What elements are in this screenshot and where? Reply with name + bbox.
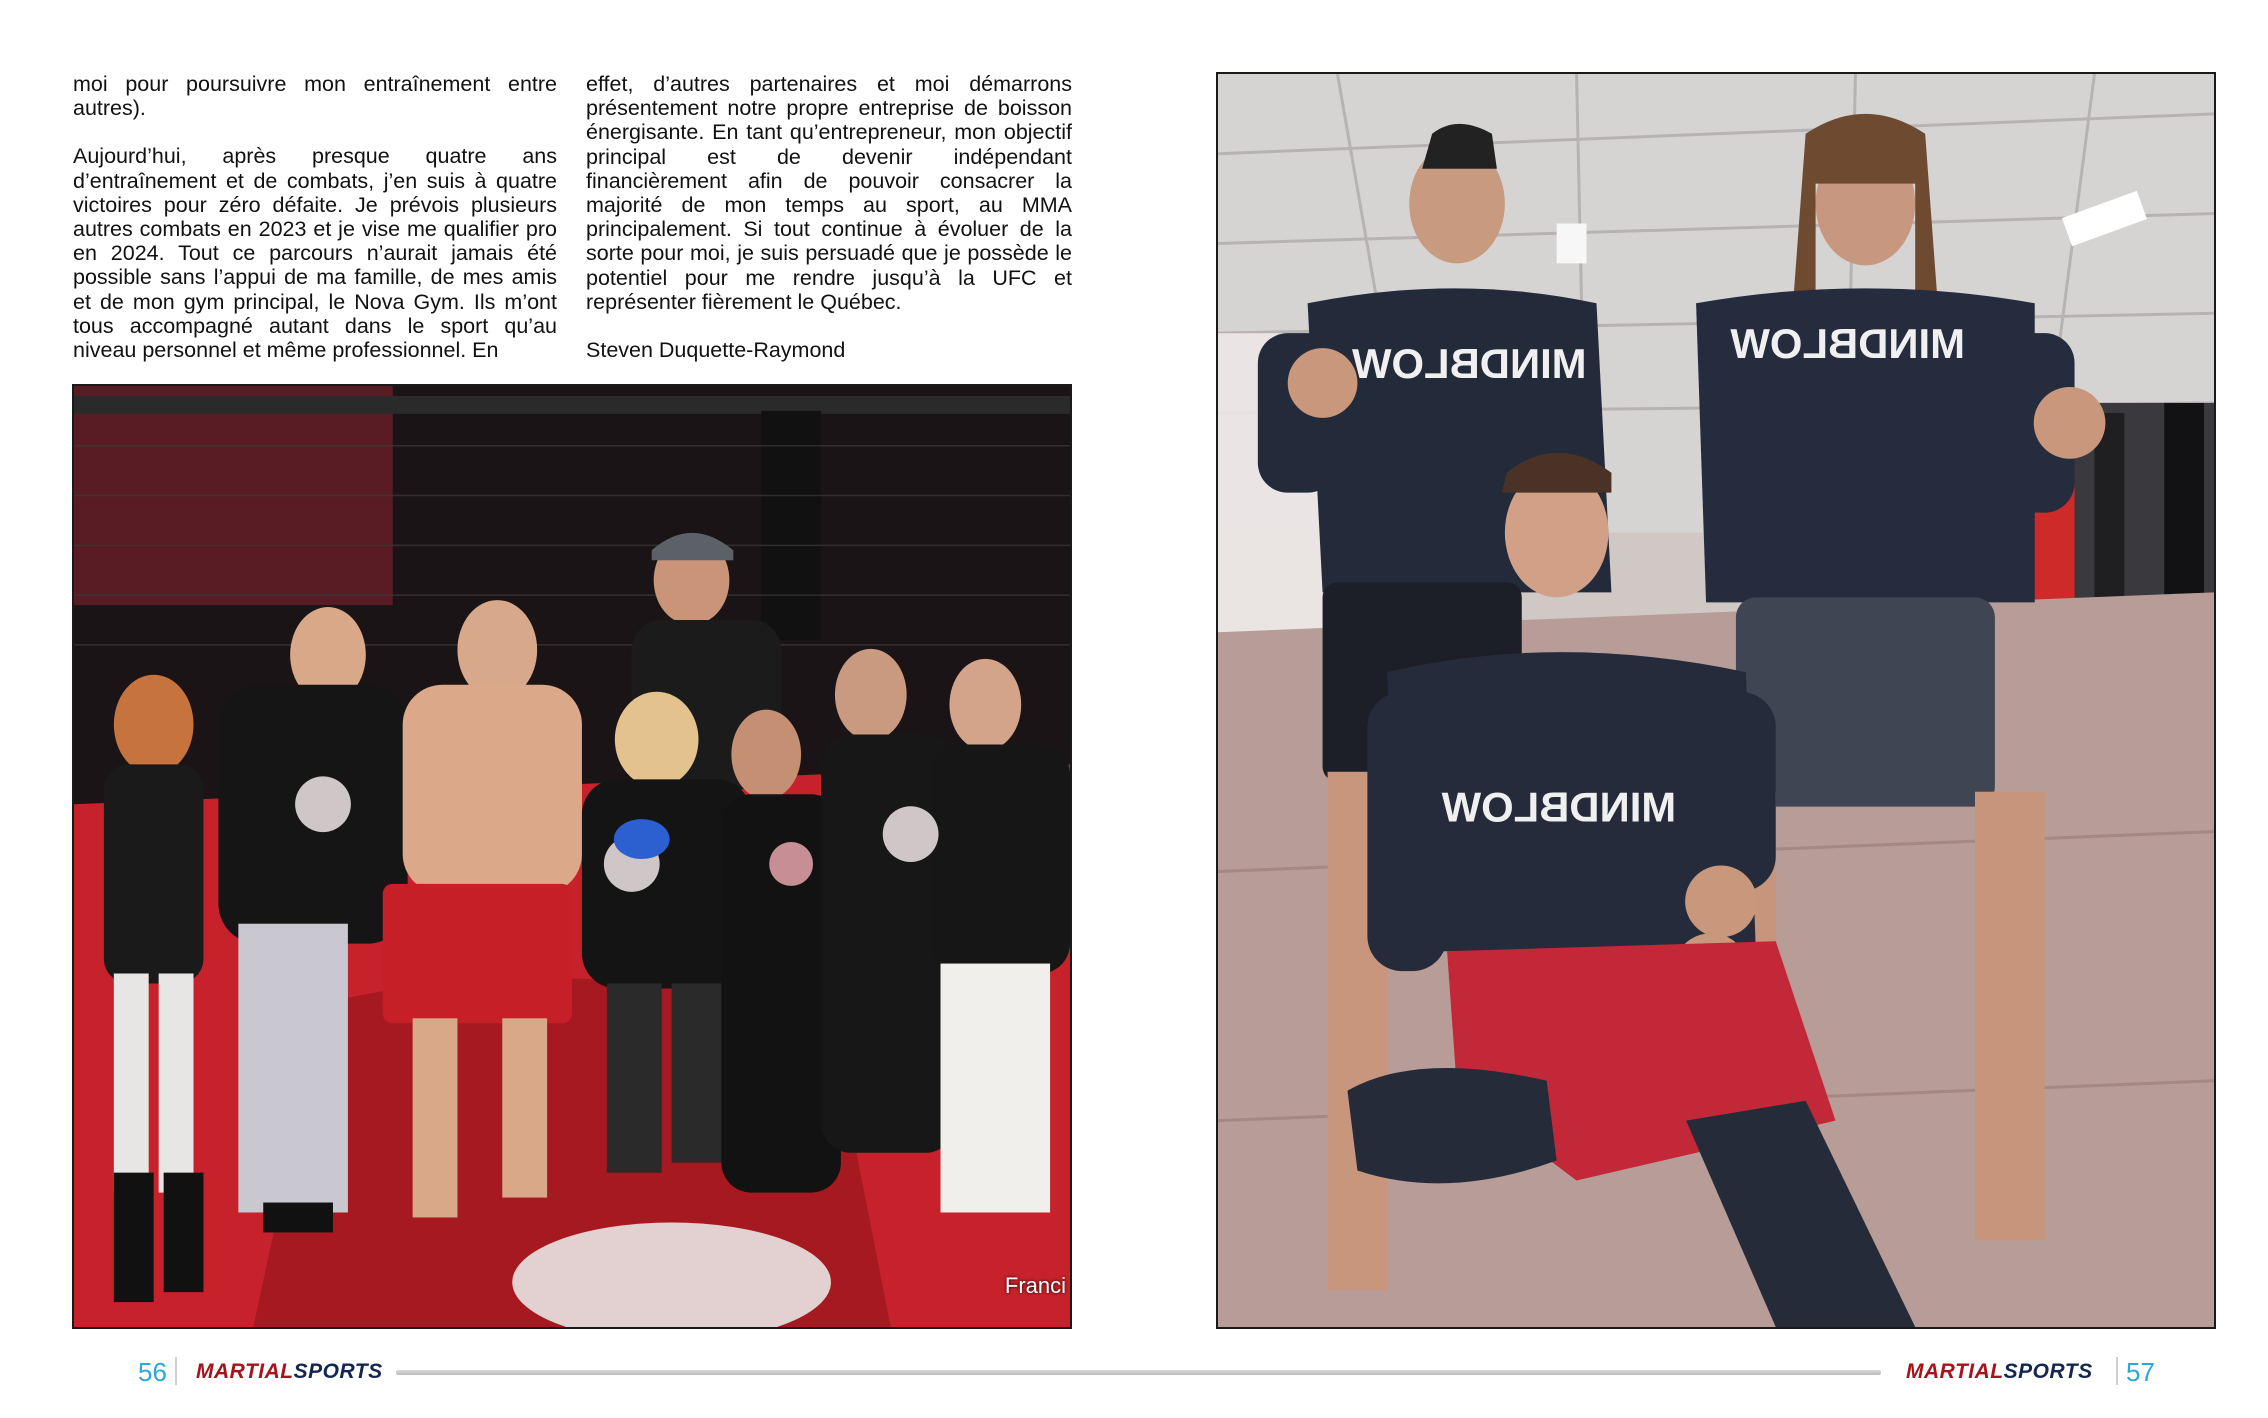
- footer-separator: [175, 1357, 177, 1385]
- article-column-left: [73, 72, 557, 386]
- brand-part-sports: SPORTS: [2003, 1360, 2093, 1383]
- page-number-left: 56: [138, 1357, 167, 1387]
- page-number-right: 57: [2126, 1357, 2155, 1387]
- shirt-logo-front: MINDBLOW: [1441, 783, 1677, 831]
- brand-logo-right: [1906, 1360, 2093, 1384]
- footer-rule: [396, 1370, 1881, 1375]
- brand-part-martial: MARTIAL: [196, 1360, 294, 1383]
- shirt-logo-right: MINDBLOW: [1730, 320, 1965, 368]
- brand-logo-left: [196, 1360, 383, 1384]
- article-column-middle: [586, 72, 1072, 386]
- article-paragraph: effet, d’autres partenaires et moi démarrons présentement notre propre entreprise de boisson énergisante. En tant qu’entrepreneur, mon objectif principal est de devenir indépendant financièrement afin de pouvoir consacrer la majorité de mon temps au sport, au MMA principalement. Si tout continue à évoluer de la sorte pour moi, je suis persuadé que je possède le potentiel pour me rendre jusqu’à la UFC et représenter fièrement le Québec.: [586, 72, 1072, 314]
- cage-group-illustration: [74, 386, 1070, 1327]
- footer-separator: [2116, 1357, 2118, 1385]
- photo-credit: Franci: [1004, 1273, 1066, 1298]
- brand-part-martial: MARTIAL: [1906, 1360, 2004, 1383]
- article-paragraph: Aujourd’hui, après presque quatre ans d’entraînement et de combats, j’en suis à quatre victoires pour zéro défaite. Je prévois plusieurs autres combats en 2023 et je vise me qualifier pro en 2024. Tout ce parcours n’aurait jamais été possible sans l’appui de ma famille, de mes amis et de mon gym principal, le Nova Gym. Ils m’ont tous accompagné autant dans le sport qu’au niveau personnel et même professionnel. En: [73, 144, 557, 363]
- shirt-logo-left: MINDBLOW: [1351, 340, 1587, 388]
- author-signature: Steven Duquette-Raymond: [586, 338, 846, 363]
- gym-trio-illustration: [1218, 74, 2214, 1327]
- article-paragraph: moi pour poursuivre mon entraînement entre autres).: [73, 72, 557, 121]
- page-footer: [0, 1345, 2268, 1395]
- photo-group-in-cage: [72, 384, 1072, 1329]
- brand-part-sports: SPORTS: [293, 1360, 383, 1383]
- photo-three-fighters: [1216, 72, 2216, 1329]
